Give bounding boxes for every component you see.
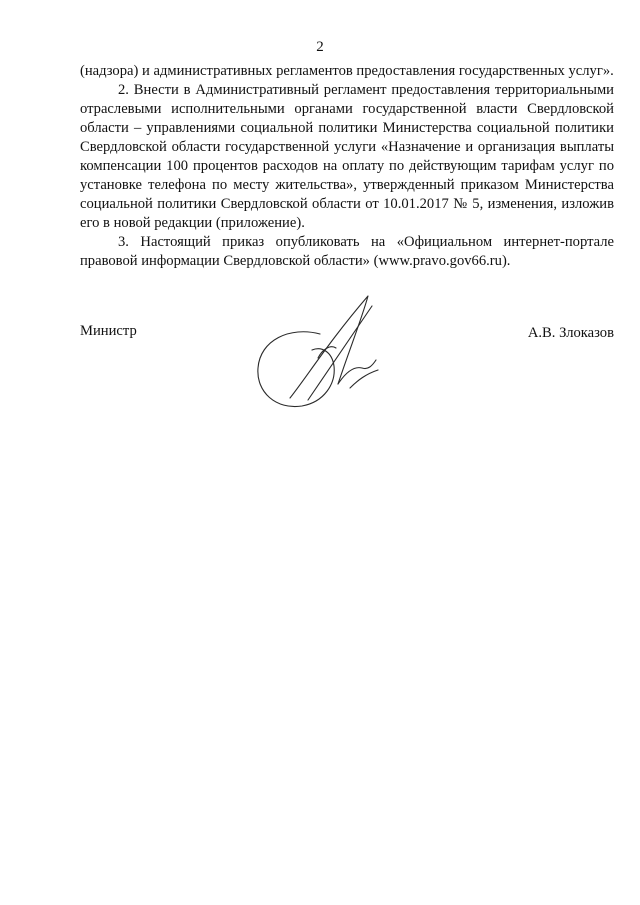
paragraph-1: (надзора) и административных регламентов предоставления государственных услуг». <box>80 63 614 79</box>
page-number: 2 <box>316 39 324 55</box>
signatory-name: А.В. Злоказов <box>527 325 614 341</box>
handwritten-signature <box>250 288 390 418</box>
signatory-position: Министр <box>80 323 137 339</box>
document-body <box>80 62 614 271</box>
paragraph-2: 2. Внести в Административный регламент предоставления территориальными отраслевыми исполнительными органами государственной власти Свердловской области – управлениями социальной политики Министерства социальной политики Свердловской области государственной услуги «Назначение и организация выплаты компенсации 100 процентов расходов на оплату по действующим тарифам услуг по установке телефона по месту жительства», утвержденный приказом Министерства социальной политики Свердловской области от 10.01.2017 № 5, изменения, изложив его в новой редакции (приложение). <box>80 82 614 231</box>
paragraph-3: 3. Настоящий приказ опубликовать на «Официальном интернет-портале правовой информации Свердловской области» (www.pravo.gov66.ru). <box>80 234 614 269</box>
